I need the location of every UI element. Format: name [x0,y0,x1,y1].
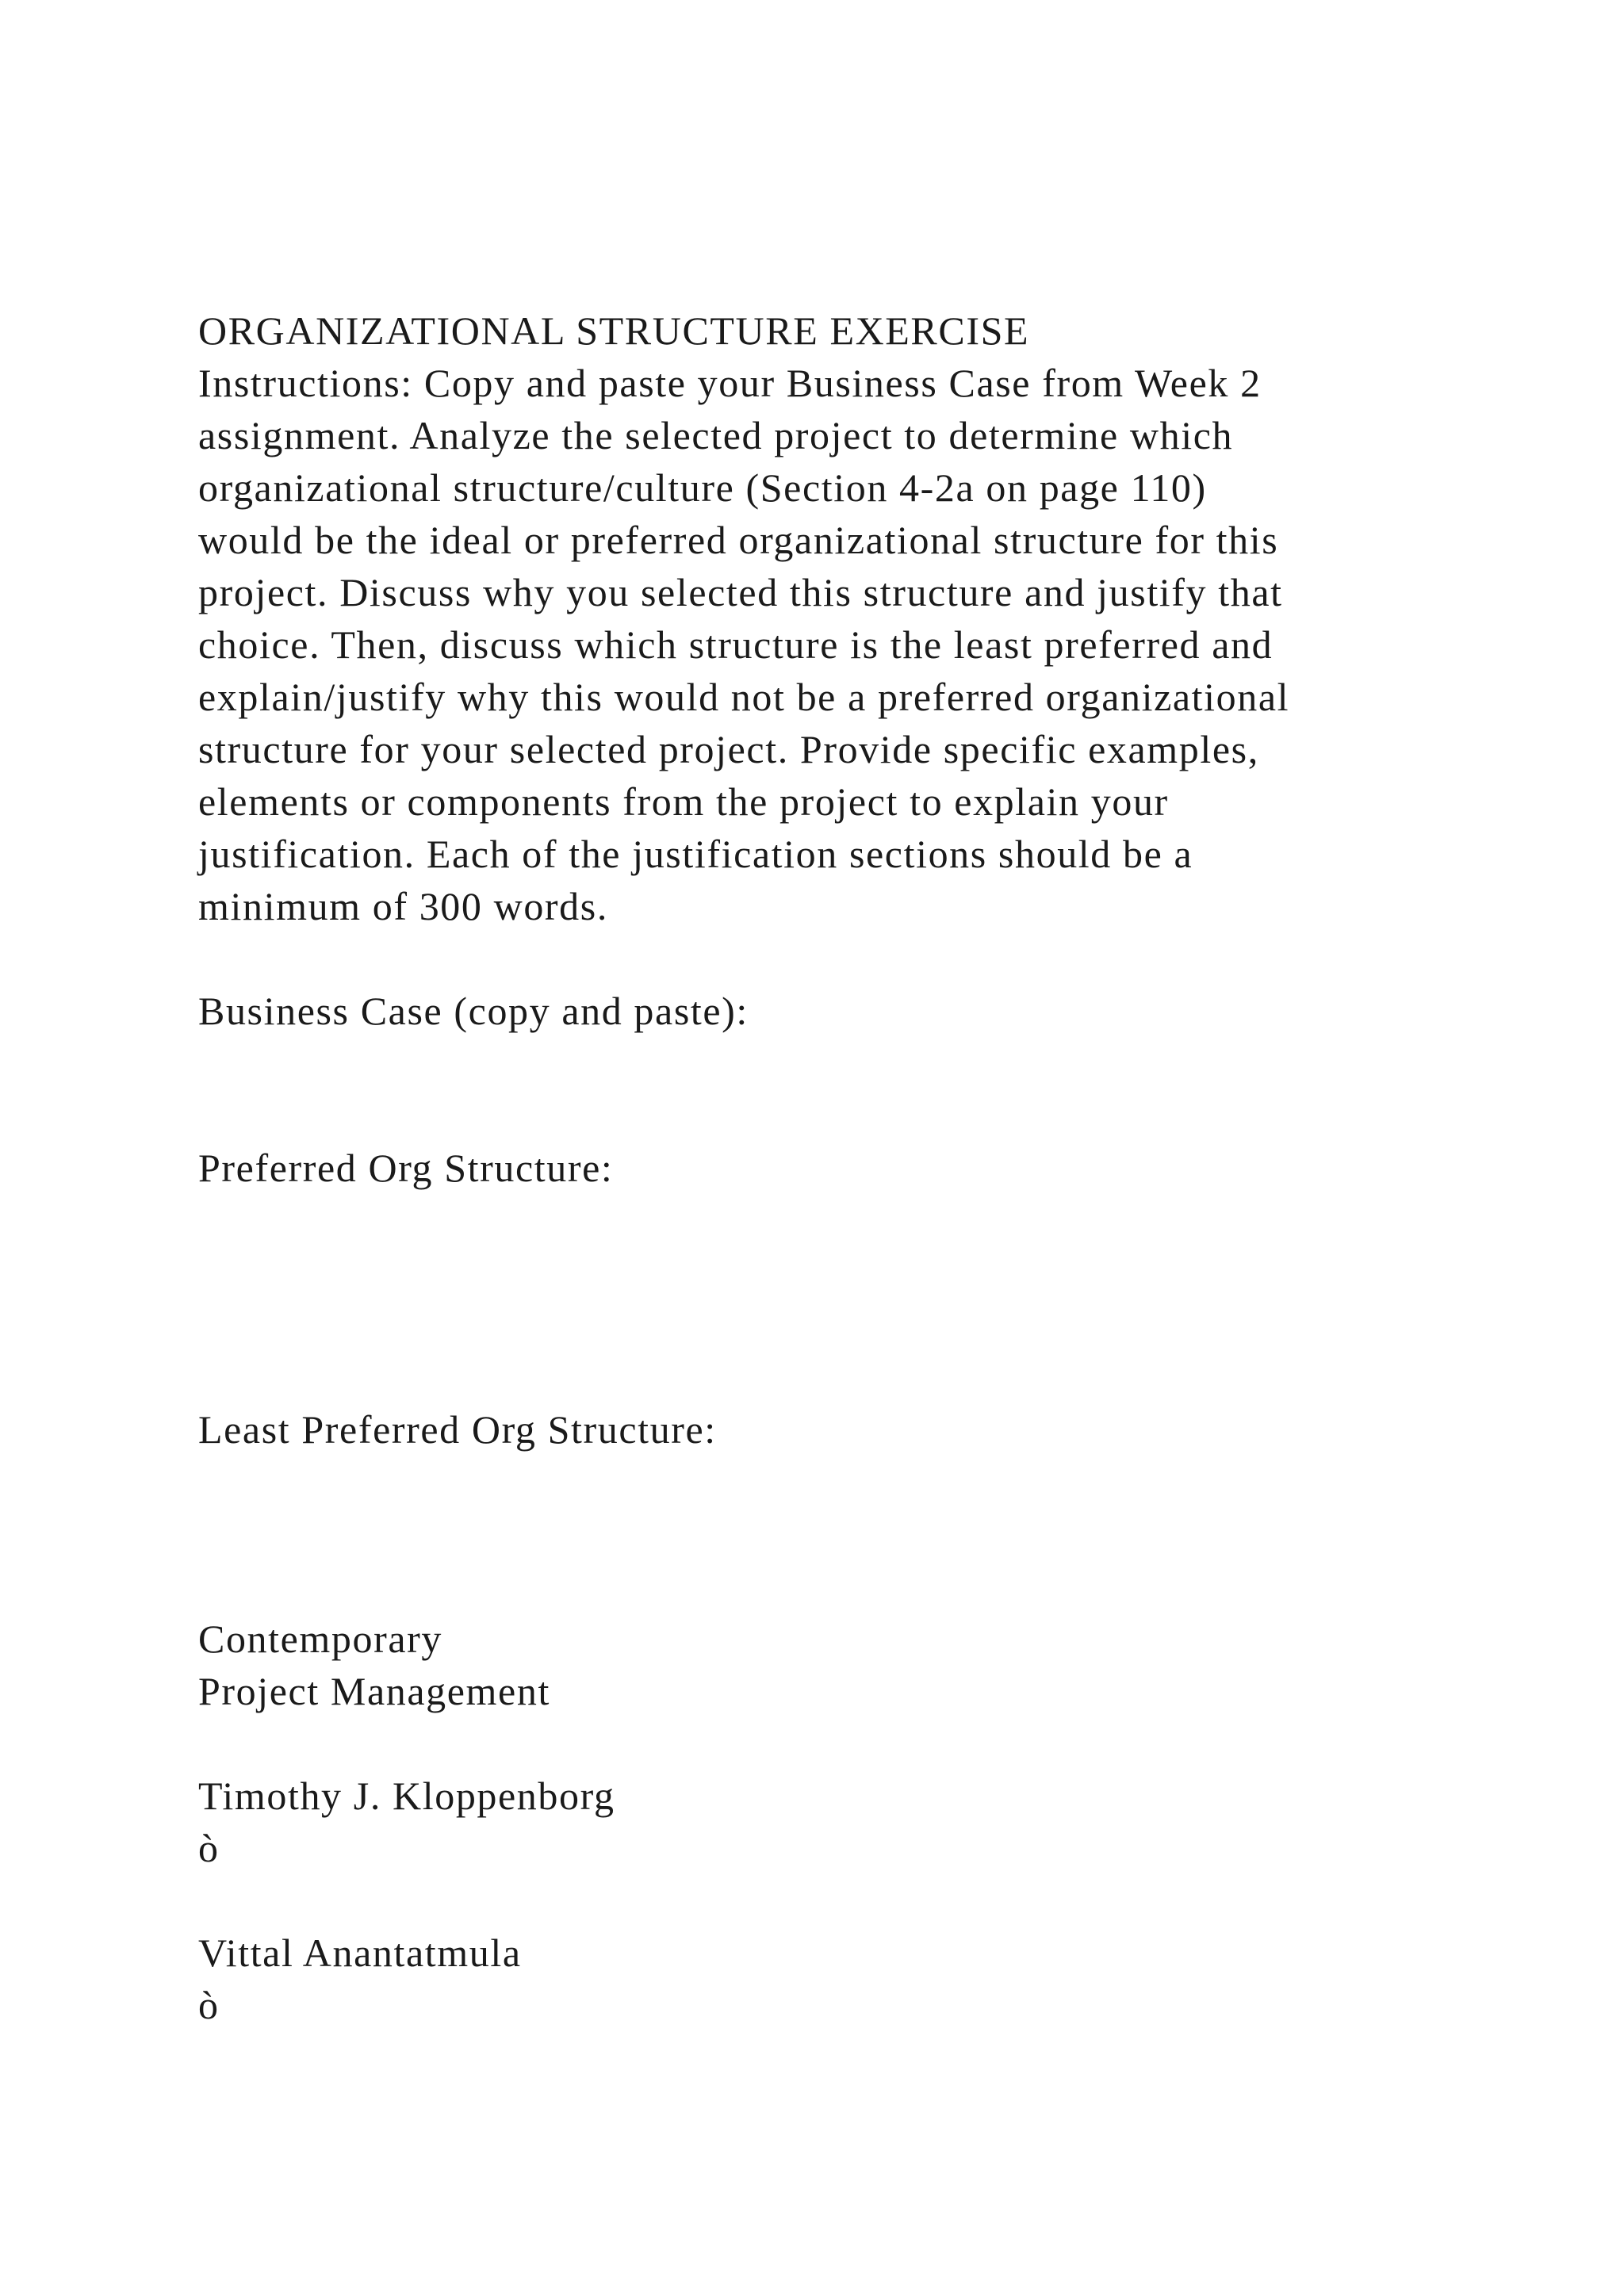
instructions-line: project. Discuss why you selected this structure and justify that [198,570,1283,614]
book-title-line: Contemporary [198,1617,443,1661]
instructions-line: choice. Then, discuss which structure is the least preferred and [198,622,1274,667]
author-mark: ò [198,1826,220,1870]
instructions-line: minimum of 300 words. [198,884,608,928]
document-title: ORGANIZATIONAL STRUCTURE EXERCISE [198,308,1030,353]
instructions-line: structure for your selected project. Provide specific examples, [198,727,1259,771]
instructions-line: elements or components from the project to explain your [198,779,1169,824]
author-name: Vittal Anantatmula [198,1931,522,1975]
instructions-line: would be the ideal or preferred organizational structure for this [198,518,1279,562]
business-case-label: Business Case (copy and paste): [198,989,749,1033]
instructions-line: assignment. Analyze the selected project to determine which [198,413,1234,457]
instructions-line: justification. Each of the justification sections should be a [198,832,1193,876]
instructions-line: explain/justify why this would not be a preferred organizational [198,675,1290,719]
instructions-line: organizational structure/culture (Section 4-2a on page 110) [198,465,1207,510]
least-preferred-structure-label: Least Preferred Org Structure: [198,1407,717,1452]
book-title-line: Project Management [198,1669,550,1713]
preferred-structure-label: Preferred Org Structure: [198,1146,614,1190]
instructions-line: Instructions: Copy and paste your Business Case from Week 2 [198,361,1262,405]
author-name: Timothy J. Kloppenborg [198,1774,615,1818]
author-mark: ò [198,1983,220,2027]
